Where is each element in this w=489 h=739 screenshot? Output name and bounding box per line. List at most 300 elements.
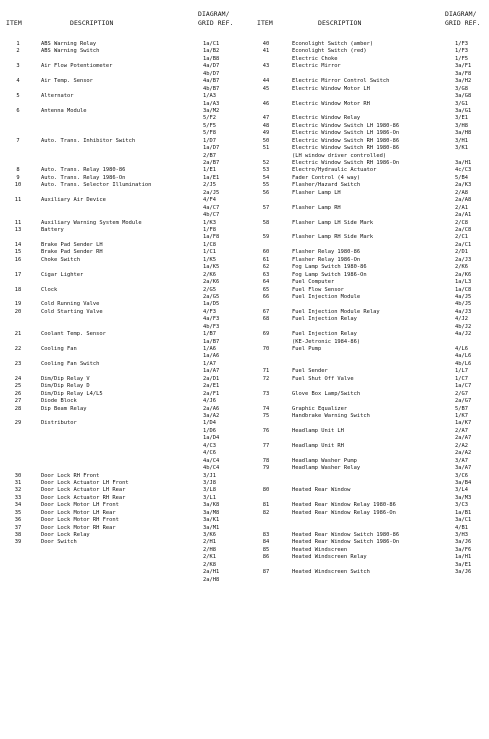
index-item-number: 64 bbox=[262, 279, 270, 286]
index-item-description: Brake Pad Sender RH bbox=[41, 249, 103, 256]
index-grid-ref: 1a/D4 bbox=[203, 435, 220, 442]
index-item-description: (LH window driver controlled) bbox=[292, 152, 387, 159]
index-grid-ref: 3a/K8 bbox=[203, 502, 220, 509]
index-item-number: 51 bbox=[262, 145, 270, 152]
index-grid-ref: 3a/A2 bbox=[203, 413, 220, 419]
index-item-number: 3 bbox=[16, 63, 20, 70]
index-grid-ref: 2/K6 bbox=[203, 271, 216, 278]
index-item-description: Electro/Hydraulic Actuator bbox=[292, 167, 377, 174]
index-grid-ref: 4b/J2 bbox=[455, 323, 472, 330]
index-grid-ref: 1/A7 bbox=[203, 360, 216, 367]
index-grid-ref: 2/H1 bbox=[203, 539, 216, 546]
index-grid-ref: 1/F3 bbox=[455, 41, 468, 47]
index-item-number: 14 bbox=[14, 241, 22, 248]
index-grid-ref: 2a/A6 bbox=[203, 405, 220, 412]
index-item-description: Diode Block bbox=[41, 398, 77, 405]
index-item-number: 20 bbox=[14, 308, 22, 315]
index-item-number: 38 bbox=[14, 532, 22, 539]
index-item-number: 45 bbox=[262, 85, 270, 92]
index-item-description: Fuel Injection Module bbox=[292, 293, 361, 300]
index-item-description: Fog Lamp Switch 1986-On bbox=[292, 271, 367, 278]
index-item-description: Door Lock Actuator LH Front bbox=[41, 479, 129, 486]
index-grid-ref: 3/H8 bbox=[455, 122, 468, 129]
index-grid-ref: 1/K3 bbox=[203, 219, 216, 226]
index-grid-ref: 3/K1 bbox=[455, 145, 468, 152]
index-item-number: 69 bbox=[262, 331, 270, 338]
index-item-number: 73 bbox=[262, 390, 270, 397]
index-item-description: Auxiliary Air Device bbox=[41, 197, 106, 204]
index-item-description: Door Lock Motor LH Rear bbox=[41, 509, 116, 516]
index-item-number: 55 bbox=[262, 182, 270, 189]
index-item-number: 29 bbox=[14, 420, 22, 427]
index-grid-ref: 4a/J3 bbox=[455, 308, 472, 315]
index-grid-ref: 2a/A1 bbox=[455, 212, 472, 219]
index-item-description: Heated Rear Window Relay 1986-On bbox=[292, 509, 396, 516]
index-item-description: Econolight Switch (red) bbox=[292, 48, 367, 55]
index-item-description: Door Lock Motor LH Front bbox=[41, 502, 119, 509]
index-grid-ref: 4a/L6 bbox=[455, 353, 472, 360]
index-grid-ref: 4/L6 bbox=[455, 346, 468, 353]
index-item-number: 31 bbox=[14, 479, 22, 486]
left-header-diagram: DIAGRAM/ bbox=[198, 10, 230, 18]
index-item-description: Antenna Module bbox=[41, 107, 87, 114]
index-item-number: 68 bbox=[262, 316, 270, 323]
index-item-description: Fuel Shut Off Valve bbox=[292, 375, 354, 382]
index-grid-ref: 2/A7 bbox=[455, 427, 468, 434]
index-item-number: 65 bbox=[262, 286, 270, 293]
index-grid-ref: 2a/B7 bbox=[203, 160, 220, 167]
index-grid-ref: 3a/J6 bbox=[455, 569, 472, 576]
index-grid-ref: 4/J6 bbox=[203, 398, 216, 405]
index-item-number: 52 bbox=[262, 160, 270, 167]
index-grid-ref: 3/L4 bbox=[455, 487, 468, 494]
index-item-number: 7 bbox=[16, 137, 20, 144]
index-item-description: (KE-Jetronic 1984-86) bbox=[292, 338, 361, 345]
index-grid-ref: 4a/B7 bbox=[203, 78, 220, 85]
index-item-number: 79 bbox=[262, 465, 270, 472]
index-item-description: Door Lock RH Front bbox=[41, 472, 100, 479]
index-item-description: Flasher/Hazard Switch bbox=[292, 182, 361, 189]
index-grid-ref: 1/K5 bbox=[203, 256, 216, 263]
index-grid-ref: 3/L8 bbox=[203, 487, 216, 494]
index-item-description: ABS Warning Switch bbox=[41, 48, 100, 55]
index-item-description: Auto. Trans. Inhibitor Switch bbox=[41, 137, 136, 144]
index-grid-ref: 1/D7 bbox=[203, 137, 216, 144]
index-item-number: 25 bbox=[14, 383, 22, 390]
index-grid-ref: 4a/D7 bbox=[203, 63, 220, 70]
index-grid-ref: 3/J1 bbox=[203, 472, 216, 479]
index-grid-ref: 4a/F3 bbox=[203, 316, 220, 323]
index-grid-ref: 2a/J5 bbox=[203, 189, 220, 196]
index-grid-ref: 5/B7 bbox=[455, 405, 468, 412]
index-item-description: Heated Rear Window bbox=[292, 487, 351, 494]
index-grid-ref: 1/C1 bbox=[203, 249, 216, 256]
index-item-description: Dim/Dip Relay L4/L5 bbox=[41, 390, 103, 397]
index-item-number: 23 bbox=[14, 360, 22, 367]
index-item-number: 33 bbox=[14, 494, 22, 501]
index-grid-ref: 2a/E1 bbox=[203, 383, 220, 390]
index-grid-ref: 2/K8 bbox=[203, 561, 216, 568]
index-grid-ref: 4a/C4 bbox=[203, 457, 220, 464]
index-grid-ref: 2a/A8 bbox=[455, 197, 472, 204]
index-item-number: 84 bbox=[262, 539, 270, 546]
index-item-description: Flasher Relay 1980-86 bbox=[292, 249, 361, 256]
index-item-number: 56 bbox=[262, 189, 270, 196]
index-item-description: Fuel Injection Module Relay bbox=[292, 308, 380, 315]
index-grid-ref: 4b/B7 bbox=[203, 85, 220, 92]
index-item-number: 46 bbox=[262, 100, 270, 107]
index-item-description: Cold Starting Valve bbox=[41, 308, 103, 315]
index-grid-ref: 4b/J5 bbox=[455, 301, 472, 308]
index-item-description: Electric Window Motor LH bbox=[292, 85, 370, 92]
index-grid-ref: 3a/B4 bbox=[455, 479, 472, 486]
index-item-number: 63 bbox=[262, 271, 270, 278]
index-grid-ref: 2a/H1 bbox=[203, 569, 220, 576]
index-item-description: Dip Beam Relay bbox=[41, 405, 87, 412]
index-grid-ref: 1a/B8 bbox=[203, 55, 220, 62]
index-grid-ref: 4a/C7 bbox=[203, 204, 220, 211]
index-grid-ref: 2/H8 bbox=[203, 546, 216, 553]
index-grid-ref: 2/K1 bbox=[203, 554, 216, 561]
index-item-description: Headlamp Unit RH bbox=[292, 442, 344, 449]
index-item-number: 6 bbox=[16, 107, 20, 114]
index-item-description: Electric Mirror bbox=[292, 63, 341, 70]
index-grid-ref: 2/G5 bbox=[203, 286, 216, 293]
index-grid-ref: 2/C8 bbox=[455, 219, 468, 226]
index-item-description: Door Lock Relay bbox=[41, 532, 90, 539]
index-item-number: 11 bbox=[14, 197, 22, 204]
index-grid-ref: 1/F5 bbox=[455, 55, 468, 62]
index-item-description: ABS Warning Relay bbox=[41, 41, 97, 47]
index-item-description: Auto. Trans. Relay 1986-On bbox=[41, 174, 126, 181]
index-item-description: Flasher Lamp RH Side Mark bbox=[292, 234, 374, 241]
index-item-description: Glove Box Lamp/Switch bbox=[292, 390, 361, 397]
index-item-description: Heated Windscreen bbox=[292, 546, 348, 553]
index-item-number: 13 bbox=[14, 227, 22, 233]
index-grid-ref: 1/D6 bbox=[203, 427, 216, 434]
index-item-number: 2 bbox=[16, 48, 20, 55]
index-item-description: Auxiliary Warning System Module bbox=[41, 219, 142, 226]
index-grid-ref: 3a/J6 bbox=[455, 539, 472, 546]
index-grid-ref: 2a/K6 bbox=[455, 271, 472, 278]
index-grid-ref: 3a/H8 bbox=[455, 130, 472, 137]
index-item-number: 8 bbox=[16, 167, 20, 174]
index-item-description: Electric Window Motor RH bbox=[292, 100, 370, 107]
index-grid-ref: 2a/G7 bbox=[455, 398, 472, 405]
index-grid-ref: 3a/E1 bbox=[455, 561, 472, 568]
index-grid-ref: 3/H3 bbox=[455, 532, 468, 539]
index-grid-ref: 3/L1 bbox=[203, 494, 216, 501]
index-item-description: Electric Window Relay bbox=[292, 115, 361, 122]
index-grid-ref: 1/D4 bbox=[203, 420, 216, 427]
index-item-number: 30 bbox=[14, 472, 22, 479]
index-grid-ref: 3/C6 bbox=[455, 472, 468, 479]
index-item-number: 80 bbox=[262, 487, 270, 494]
index-grid-ref: 3/C3 bbox=[455, 502, 468, 509]
index-item-description: Alternator bbox=[41, 93, 74, 100]
index-item-number: 70 bbox=[262, 346, 270, 353]
index-item-description: Fuel Pump bbox=[292, 346, 322, 353]
index-item-description: Electric Mirror Control Switch bbox=[292, 78, 390, 85]
index-grid-ref: 4/C6 bbox=[203, 450, 216, 457]
index-item-number: 24 bbox=[14, 375, 22, 382]
index-grid-ref: 1/L7 bbox=[455, 368, 468, 375]
index-item-number: 22 bbox=[14, 346, 22, 353]
index-grid-ref: 2a/J3 bbox=[455, 256, 472, 263]
index-grid-ref: 4b/C4 bbox=[203, 465, 220, 472]
index-item-number: 50 bbox=[262, 137, 270, 144]
index-grid-ref: 1a/E1 bbox=[203, 174, 220, 181]
index-grid-ref: 2/A2 bbox=[455, 442, 468, 449]
index-item-description: Heated Rear Window Switch 1980-86 bbox=[292, 532, 400, 539]
index-item-number: 26 bbox=[14, 390, 22, 397]
index-grid-ref: 2/J5 bbox=[203, 182, 216, 189]
index-grid-ref: 1/B7 bbox=[203, 331, 216, 338]
index-grid-ref: 2a/H8 bbox=[203, 576, 220, 583]
index-item-description: Clock bbox=[41, 286, 58, 293]
left-header-grid-ref: GRID REF. bbox=[198, 19, 234, 27]
index-item-description: Electric Window Switch RH 1986-On bbox=[292, 160, 400, 167]
right-header-grid-ref: GRID REF. bbox=[445, 19, 481, 27]
index-item-description: Brake Pad Sender LH bbox=[41, 241, 103, 248]
index-grid-ref: 4a/J5 bbox=[455, 293, 472, 300]
index-grid-ref: 1a/A3 bbox=[203, 100, 220, 107]
index-grid-ref: 2/A1 bbox=[455, 204, 468, 211]
index-item-number: 74 bbox=[262, 405, 270, 412]
index-grid-ref: 3/G8 bbox=[455, 85, 468, 92]
index-item-number: 43 bbox=[262, 63, 270, 70]
index-item-number: 78 bbox=[262, 457, 270, 464]
index-item-number: 62 bbox=[262, 264, 270, 271]
index-item-number: 49 bbox=[262, 130, 270, 137]
index-item-number: 27 bbox=[14, 398, 22, 405]
index-grid-ref: 4c/C3 bbox=[455, 167, 472, 174]
index-item-number: 15 bbox=[14, 249, 22, 256]
index-grid-ref: 3a/G1 bbox=[455, 107, 472, 114]
index-item-number: 11 bbox=[14, 219, 22, 226]
index-item-description: Electric Window Switch LH 1980-86 bbox=[292, 122, 400, 129]
index-grid-ref: 1/C8 bbox=[203, 241, 216, 248]
right-header-description: DESCRIPTION bbox=[318, 19, 362, 27]
index-grid-ref: 1a/K5 bbox=[203, 264, 220, 271]
index-item-description: Flasher Relay 1986-On bbox=[292, 256, 361, 263]
index-item-description: Flasher Lamp LH Side Mark bbox=[292, 219, 374, 226]
index-item-description: Choke Switch bbox=[41, 256, 80, 263]
index-item-description: Door Lock Actuator LH Rear bbox=[41, 487, 126, 494]
index-item-number: 18 bbox=[14, 286, 22, 293]
index-item-description: Door Switch bbox=[41, 539, 77, 546]
index-grid-ref: 5/B4 bbox=[455, 174, 468, 181]
index-item-description: Fuel Injection Relay bbox=[292, 316, 357, 323]
index-item-description: Cooling Fan bbox=[41, 346, 77, 353]
index-item-description: Battery bbox=[41, 227, 64, 233]
index-item-description: Fog Lamp Switch 1980-86 bbox=[292, 264, 367, 271]
index-item-description: Air Temp. Sensor bbox=[41, 78, 93, 85]
index-grid-ref: 1/F3 bbox=[455, 48, 468, 55]
index-item-description: Fuel Injection Relay bbox=[292, 331, 357, 338]
index-item-description: Heated Windscreen Relay bbox=[292, 554, 367, 561]
index-item-number: 66 bbox=[262, 293, 270, 300]
index-item-number: 9 bbox=[16, 174, 20, 181]
index-item-number: 75 bbox=[262, 413, 270, 419]
index-item-number: 72 bbox=[262, 375, 270, 382]
index-item-number: 34 bbox=[14, 502, 22, 509]
index-grid-ref: 2/D1 bbox=[455, 249, 468, 256]
index-item-description: Headlamp Washer Relay bbox=[292, 465, 361, 472]
index-grid-ref: 2a/C1 bbox=[455, 241, 472, 248]
index-item-number: 1 bbox=[16, 41, 20, 47]
index-item-number: 39 bbox=[14, 539, 22, 546]
index-item-description: Fuel Flow Sensor bbox=[292, 286, 344, 293]
index-grid-ref: 3a/A7 bbox=[455, 465, 472, 472]
index-item-description: Auto. Trans. Selector Illumination bbox=[41, 182, 152, 189]
index-grid-ref: 3a/M8 bbox=[203, 509, 220, 516]
index-grid-ref: 4/F4 bbox=[203, 197, 216, 204]
index-grid-ref: 4/F3 bbox=[203, 308, 216, 315]
index-grid-ref: 5/F5 bbox=[203, 122, 216, 129]
index-item-description: Electric Window Switch RH 1980-86 bbox=[292, 137, 400, 144]
index-item-number: 54 bbox=[262, 174, 270, 181]
index-grid-ref: 1/F8 bbox=[203, 227, 216, 233]
index-item-number: 41 bbox=[262, 48, 270, 55]
index-item-description: Fuel Computer bbox=[292, 279, 335, 286]
index-grid-ref: 3/K6 bbox=[203, 532, 216, 539]
index-grid-ref: 1a/B1 bbox=[455, 509, 472, 516]
index-item-number: 5 bbox=[16, 93, 20, 100]
index-item-description: Fader Control (4 way) bbox=[292, 174, 361, 181]
index-grid-ref: 1/C7 bbox=[455, 375, 468, 382]
index-item-number: 21 bbox=[14, 331, 22, 338]
index-grid-ref: 5/F8 bbox=[203, 130, 216, 137]
index-grid-ref: 4/C3 bbox=[203, 442, 216, 449]
index-grid-ref: 4b/L6 bbox=[455, 360, 472, 367]
index-item-description: Cigar Lighter bbox=[41, 271, 84, 278]
index-item-description: Headlamp Unit LH bbox=[292, 427, 344, 434]
index-grid-ref: 1a/C7 bbox=[455, 383, 472, 390]
index-item-number: 36 bbox=[14, 517, 22, 524]
index-grid-ref: 1/A3 bbox=[203, 93, 216, 100]
index-grid-ref: 5/F2 bbox=[203, 115, 216, 122]
index-item-description: Auto. Trans. Relay 1980-86 bbox=[41, 167, 126, 174]
index-grid-ref: 1a/A6 bbox=[203, 353, 220, 360]
index-item-number: 81 bbox=[262, 502, 270, 509]
index-item-number: 76 bbox=[262, 427, 270, 434]
index-item-description: Flasher Lamp RH bbox=[292, 204, 341, 211]
index-grid-ref: 3a/F1 bbox=[455, 63, 472, 70]
index-item-description: Door Lock Actuator RH Rear bbox=[41, 494, 126, 501]
index-grid-ref: 1/E1 bbox=[203, 167, 216, 174]
index-grid-ref: 4b/D7 bbox=[203, 70, 220, 77]
index-grid-ref: 4/J2 bbox=[455, 316, 468, 323]
index-item-description: Flasher Lamp LH bbox=[292, 189, 341, 196]
index-grid-ref: 3a/M3 bbox=[455, 494, 472, 501]
index-grid-ref: 3a/F6 bbox=[455, 546, 472, 553]
index-item-number: 71 bbox=[262, 368, 270, 375]
index-item-description: Handbrake Warning Switch bbox=[292, 413, 370, 419]
index-item-description: Cold Running Valve bbox=[41, 301, 100, 308]
index-grid-ref: 2/A8 bbox=[455, 189, 468, 196]
index-item-number: 60 bbox=[262, 249, 270, 256]
index-item-number: 44 bbox=[262, 78, 270, 85]
index-item-number: 19 bbox=[14, 301, 22, 308]
index-item-number: 57 bbox=[262, 204, 270, 211]
index-grid-ref: 2a/C8 bbox=[455, 227, 472, 233]
index-item-number: 37 bbox=[14, 524, 22, 531]
index-item-description: Heated Rear Window Relay 1980-86 bbox=[292, 502, 396, 509]
left-header-description: DESCRIPTION bbox=[70, 19, 114, 27]
index-grid-ref: 2a/F1 bbox=[203, 390, 220, 397]
index-item-number: 17 bbox=[14, 271, 22, 278]
index-grid-ref: 1/K7 bbox=[455, 413, 468, 419]
index-grid-ref: 1a/L3 bbox=[455, 279, 472, 286]
index-item-description: Cooling Fan Switch bbox=[41, 360, 100, 367]
index-grid-ref: 3a/M1 bbox=[203, 524, 220, 531]
index-grid-ref: 1a/C8 bbox=[455, 286, 472, 293]
index-item-number: 77 bbox=[262, 442, 270, 449]
index-grid-ref: 2/C1 bbox=[455, 234, 468, 241]
index-grid-ref: 3a/M2 bbox=[203, 107, 220, 114]
index-item-number: 85 bbox=[262, 546, 270, 553]
index-item-description: Graphic Equalizer bbox=[292, 405, 348, 412]
index-grid-ref: 3/E1 bbox=[455, 115, 468, 122]
index-grid-ref: 1a/D5 bbox=[203, 301, 220, 308]
index-item-number: 58 bbox=[262, 219, 270, 226]
index-grid-ref: 1a/H1 bbox=[455, 554, 472, 561]
index-grid-ref: 2a/G5 bbox=[203, 293, 220, 300]
index-item-description: Coolant Temp. Sensor bbox=[41, 331, 106, 338]
index-grid-ref: 2/K6 bbox=[455, 264, 468, 271]
index-grid-ref: 4b/F3 bbox=[203, 323, 220, 330]
right-header-item: ITEM bbox=[257, 19, 273, 27]
index-grid-ref: 3/G1 bbox=[455, 100, 468, 107]
index-item-number: 16 bbox=[14, 256, 22, 263]
index-grid-ref: 1a/K7 bbox=[455, 420, 472, 427]
index-item-number: 83 bbox=[262, 532, 270, 539]
left-header-item: ITEM bbox=[6, 19, 22, 27]
index-item-description: Headlamp Washer Pump bbox=[292, 457, 357, 464]
index-grid-ref: 2/G7 bbox=[455, 390, 468, 397]
index-item-number: 53 bbox=[262, 167, 270, 174]
index-item-description: Fuel Sender bbox=[292, 368, 328, 375]
index-grid-ref: 1a/C1 bbox=[203, 41, 220, 47]
index-grid-ref: 3a/G8 bbox=[455, 93, 472, 100]
index-grid-ref: 1a/B2 bbox=[203, 48, 220, 55]
index-grid-ref: 2a/D1 bbox=[203, 375, 220, 382]
index-item-description: Distributor bbox=[41, 420, 77, 427]
index-grid-ref: 3/J8 bbox=[203, 479, 216, 486]
index-item-number: 4 bbox=[16, 78, 20, 85]
index-grid-ref: 4b/C7 bbox=[203, 212, 220, 219]
index-grid-ref: 1/A6 bbox=[203, 346, 216, 353]
index-item-number: 28 bbox=[14, 405, 22, 412]
index-grid-ref: 3a/H2 bbox=[455, 78, 472, 85]
index-grid-ref: 3a/F8 bbox=[455, 70, 472, 77]
index-item-number: 48 bbox=[262, 122, 270, 129]
index-item-description: Electric Window Switch LH 1986-On bbox=[292, 130, 400, 137]
index-grid-ref: 4a/J2 bbox=[455, 331, 472, 338]
index-grid-ref: 1a/D7 bbox=[203, 145, 220, 152]
index-grid-ref: 3a/K1 bbox=[203, 517, 220, 524]
index-item-number: 40 bbox=[262, 41, 270, 47]
index-item-number: 61 bbox=[262, 256, 270, 263]
index-item-number: 59 bbox=[262, 234, 270, 241]
index-grid-ref: 2a/A7 bbox=[455, 435, 472, 442]
index-item-description: Electric Choke bbox=[292, 55, 338, 62]
index-item-description: Door Lock Motor RH Front bbox=[41, 517, 119, 524]
index-grid-ref: 3a/C1 bbox=[455, 517, 472, 524]
index-grid-ref: 3/A7 bbox=[455, 457, 468, 464]
index-item-number: 10 bbox=[14, 182, 22, 189]
